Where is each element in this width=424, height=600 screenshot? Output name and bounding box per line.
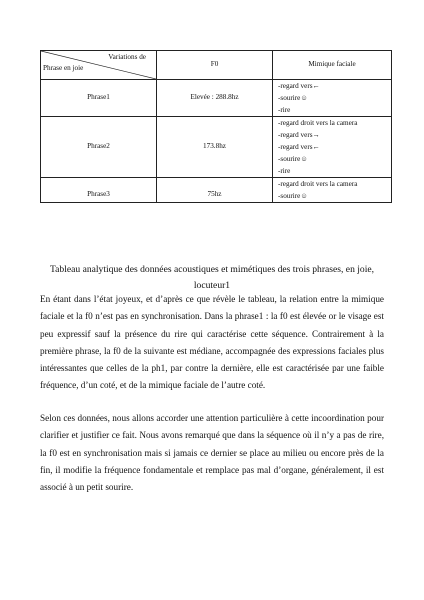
phrase-cell: Phrase2: [41, 117, 157, 178]
phrase-cell: Phrase1: [41, 80, 157, 117]
table-row: [41, 80, 392, 117]
paragraph: Selon ces données, nous allons accorder une attention particulière à cette incoordination pour clarifier et justifier ce fait. Nous avons remarqué que dans la séquence où il n’y a pas de rire, la f0 est en synchronisation mais si jamais ce dernier se place au milieu ou encore près de la fin, il modifie la fréquence fondamentale et remplace pas mal d’organe, généralement, il est associé à un petit sourire.: [40, 413, 384, 493]
analysis-table: [40, 50, 392, 203]
header-variations-label: Variations de: [108, 53, 146, 61]
paragraph: En étant dans l’état joyeux, et d’après ce que révèle le tableau, la relation entre la mimique faciale et la f0 n’est pas en synchronisation. Dans la phrase1 : la f0 est élevée or le visage est peu expressif sauf la présence du rire qui caractérise cette séquence. Contrairement à la première phrase, la f0 de la suivante est médiane, accompagnée des expressions faciales plus intéressantes que celles de la ph1, par contre la dernière, elle est caractérisée par une faible fréquence, d’un coté, et de la mimique faciale de l’autre coté.: [40, 294, 384, 391]
mimique-cell: [273, 178, 392, 203]
header-mimique: Mimique faciale: [273, 51, 392, 80]
mimique-item: -sourire☺: [278, 192, 308, 200]
mimique-item: -regard vers→: [278, 131, 320, 139]
f0-cell: 173.8hz: [157, 117, 273, 178]
header-phrase-label: Phrase en joie: [43, 64, 84, 73]
mimique-item: -regard vers←: [278, 143, 320, 151]
mimique-item: -sourire☺: [278, 155, 308, 163]
table-row: [41, 117, 392, 178]
mimique-item: -rire: [278, 106, 291, 114]
table-row: [41, 178, 392, 203]
f0-cell: Elevée : 288.8hz: [157, 80, 273, 117]
mimique-item: -sourire☺: [278, 94, 308, 102]
header-diagonal-cell: [41, 51, 157, 80]
header-f0: F0: [157, 51, 273, 80]
mimique-item: -rire: [278, 167, 291, 175]
mimique-item: -regard droit vers la camera: [278, 119, 358, 127]
table-header-row: [41, 51, 392, 80]
mimique-item: -regard vers←: [278, 82, 320, 90]
phrase-cell: Phrase3: [41, 178, 157, 203]
mimique-cell: [273, 80, 392, 117]
f0-cell: 75hz: [157, 178, 273, 203]
mimique-cell: [273, 117, 392, 178]
table-caption: Tableau analytique des données acoustiques et mimétiques des trois phrases, en joie, locuteur1: [49, 264, 375, 291]
mimique-item: -regard droit vers la camera: [278, 180, 358, 188]
